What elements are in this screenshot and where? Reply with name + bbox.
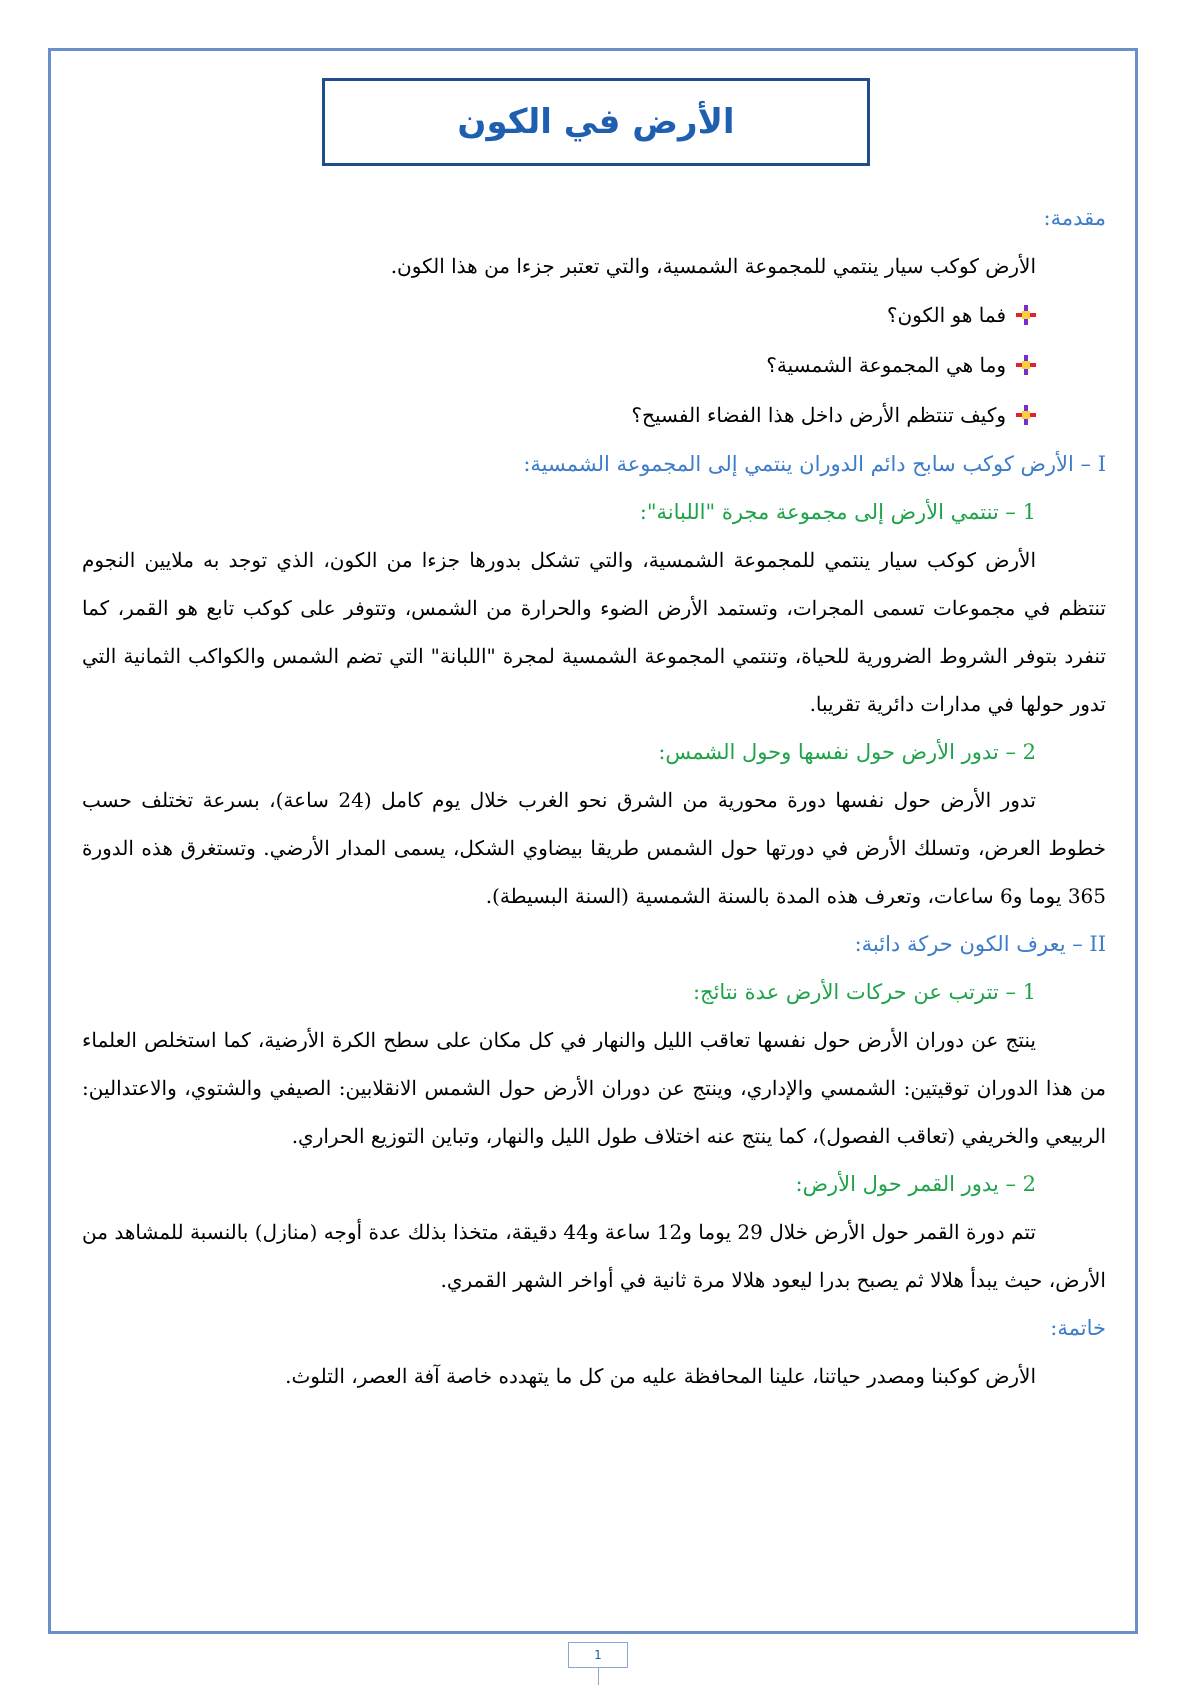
section-2-2-heading: 2 – يدور القمر حول الأرض: <box>795 1172 1036 1196</box>
section-1-1-text: الأرض كوكب سيار ينتمي للمجموعة الشمسية، والتي تشكل بدورها جزءا من الكون، الذي توجد به ملايين النجوم تنتظم في مجموعات تسمى المجرات، وتستمد الأرض الضوء والحرارة من الشمس، وتتوفر على كوكب تابع هو القمر، كما تنفرد بتوفر الشروط الضرورية للحياة، وتنتمي المجموعة الشمسية لمجرة "اللبانة" التي تضم الشمس والكواكب الثمانية التي تدور حولها في مدارات دائرية تقريبا. <box>82 548 1106 716</box>
document-body <box>82 194 1106 1400</box>
question-text: وما هي المجموعة الشمسية؟ <box>766 353 1006 377</box>
star-bullet-icon <box>1016 305 1036 325</box>
section-2-1-text: ينتج عن دوران الأرض حول نفسها تعاقب الليل والنهار في كل مكان على سطح الكرة الأرضية، كما استخلص العلماء من هذا الدوران توقيتين: الشمسي والإداري، وينتج عن دوران الأرض حول الشمس الانقلابين: الصيفي والشتوي، والاعتدالين: الربيعي والخريفي (تعاقب الفصول)، كما ينتج عنه اختلاف طول الليل والنهار، وتباين التوزيع الحراري. <box>82 1028 1106 1148</box>
section-2-2-text: تتم دورة القمر حول الأرض خلال 29 يوما و12 ساعة و44 دقيقة، متخذا بذلك عدة أوجه (منازل) بالنسبة للمشاهد من الأرض، حيث يبدأ هلالا ثم يصبح بدرا ليعود هلالا مرة ثانية في أواخر الشهر القمري. <box>82 1220 1106 1292</box>
section-2-heading: II – يعرف الكون حركة دائبة: <box>854 932 1106 956</box>
title-box <box>322 78 870 166</box>
question-item <box>82 390 1106 440</box>
section-1-1-heading: 1 – تنتمي الأرض إلى مجموعة مجرة "اللبانة": <box>639 500 1036 524</box>
question-text: وكيف تنتظم الأرض داخل هذا الفضاء الفسيح؟ <box>631 403 1006 427</box>
intro-heading: مقدمة: <box>1043 206 1106 230</box>
question-item <box>82 340 1106 390</box>
question-item <box>82 290 1106 340</box>
section-1-heading: I – الأرض كوكب سابح دائم الدوران ينتمي إلى المجموعة الشمسية: <box>523 452 1106 476</box>
page-title: الأرض في الكون <box>457 102 735 142</box>
section-2-1-heading: 1 – تترتب عن حركات الأرض عدة نتائج: <box>692 980 1036 1004</box>
section-1-2-text: تدور الأرض حول نفسها دورة محورية من الشرق نحو الغرب خلال يوم كامل (24 ساعة)، بسرعة تختلف حسب خطوط العرض، وتسلك الأرض في دورتها حول الشمس طريقا بيضاوي الشكل، يسمى المدار الأرضي. وتستغرق هذه الدورة 365 يوما و6 ساعات، وتعرف هذه المدة بالسنة الشمسية (السنة البسيطة). <box>82 788 1106 908</box>
page-number: 1 <box>568 1642 628 1668</box>
intro-text: الأرض كوكب سيار ينتمي للمجموعة الشمسية، والتي تعتبر جزءا من هذا الكون. <box>390 254 1036 278</box>
star-bullet-icon <box>1016 405 1036 425</box>
question-text: فما هو الكون؟ <box>886 303 1006 327</box>
conclusion-heading: خاتمة: <box>1050 1316 1106 1340</box>
conclusion-text: الأرض كوكبنا ومصدر حياتنا، علينا المحافظة عليه من كل ما يتهدده خاصة آفة العصر، التلوث. <box>285 1364 1036 1388</box>
section-1-2-heading: 2 – تدور الأرض حول نفسها وحول الشمس: <box>658 740 1036 764</box>
page-number-stem <box>598 1668 599 1685</box>
star-bullet-icon <box>1016 355 1036 375</box>
